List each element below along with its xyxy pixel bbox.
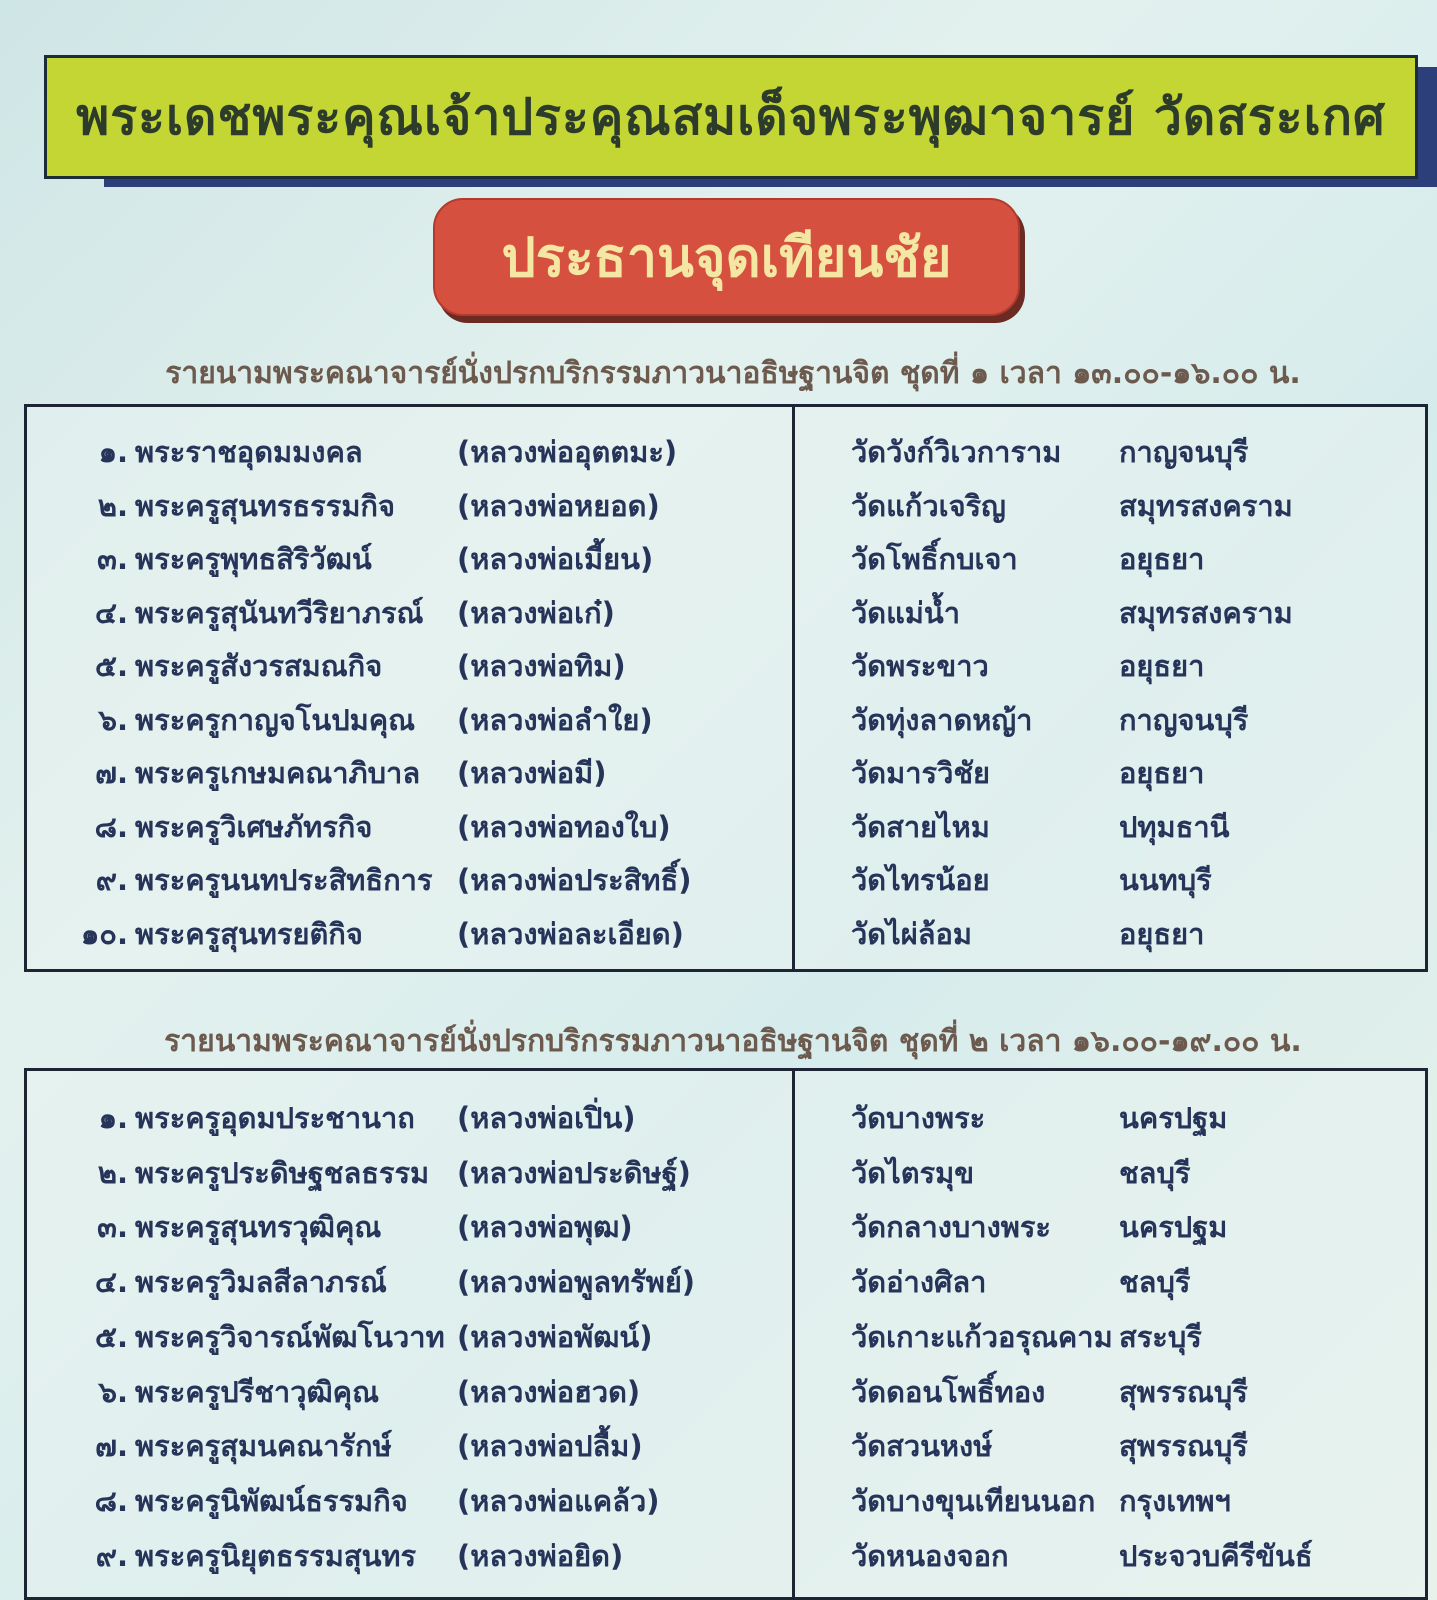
item-number: ๖.: [98, 703, 128, 737]
monk-nickname: (หลวงพ่อลำใย): [457, 703, 653, 737]
list-item: [27, 1256, 1425, 1308]
item-number: ๔.: [95, 596, 128, 630]
monk-title: พระครูสุนทรวุฒิคุณ: [135, 1210, 382, 1244]
list-item: [27, 801, 1425, 853]
province-name: นครปฐม: [1119, 1101, 1228, 1135]
temple-name: วัดหนองจอก: [851, 1539, 1009, 1573]
monk-title: พระครูนิยุตธรรมสุนทร: [135, 1539, 417, 1573]
list-item: [27, 587, 1425, 639]
monk-title: พระครูสุมนคณารักษ์: [135, 1429, 392, 1463]
item-number: ๖.: [98, 1375, 128, 1409]
monk-title: พระครูวิมลสีลาภรณ์: [135, 1265, 387, 1299]
province-name: อยุธยา: [1119, 756, 1205, 790]
list-item: [27, 1147, 1425, 1199]
monk-nickname: (หลวงพ่อประดิษฐ์): [457, 1156, 691, 1190]
item-number: ๓.: [97, 542, 128, 576]
monk-nickname: (หลวงพ่อเมี้ยน): [457, 542, 654, 576]
province-name: ชลบุรี: [1119, 1265, 1191, 1299]
section-2-heading: รายนามพระคณาจารย์นั่งปรกบริกรรมภาวนาอธิษฐานจิต ชุดที่ ๒ เวลา ๑๖.๐๐-๑๙.๐๐ น.: [164, 1024, 1302, 1059]
monk-nickname: (หลวงพ่ออุตตมะ): [457, 435, 678, 469]
title-banner: [44, 55, 1418, 179]
monk-title: พระครูอุดมประชานาถ: [135, 1101, 415, 1135]
item-number: ๗.: [95, 1429, 128, 1463]
monk-nickname: (หลวงพ่อเก๋): [457, 596, 615, 630]
temple-name: วัดโพธิ์กบเจา: [851, 542, 1018, 576]
monk-title: พระครูเกษมคณาภิบาล: [135, 756, 421, 790]
item-number: ๕.: [95, 649, 128, 683]
province-name: อยุธยา: [1119, 917, 1205, 951]
list-item: [27, 640, 1425, 692]
list-item: [27, 747, 1425, 799]
monk-title: พระครูสุนทรยติกิจ: [135, 917, 363, 951]
list-item: [27, 1420, 1425, 1472]
item-number: ๔.: [95, 1265, 128, 1299]
temple-name: วัดไทรน้อย: [851, 863, 990, 897]
temple-name: วัดบางพระ: [851, 1101, 986, 1135]
monk-nickname: (หลวงพ่อมี): [457, 756, 607, 790]
province-name: สมุทรสงคราม: [1119, 596, 1293, 630]
list-item: [27, 1201, 1425, 1253]
temple-name: วัดเกาะแก้วอรุณคาม: [851, 1320, 1113, 1354]
item-number: ๙.: [95, 1539, 128, 1573]
province-name: สมุทรสงคราม: [1119, 489, 1293, 523]
list-item: [27, 533, 1425, 585]
subtitle: ประธานจุดเทียนชัย: [501, 226, 952, 289]
monk-title: พระราชอุดมมงคล: [135, 435, 363, 469]
province-name: สุพรรณบุรี: [1119, 1429, 1248, 1463]
temple-name: วัดแม่น้ำ: [851, 596, 961, 630]
monk-title: พระครูปรีชาวุฒิคุณ: [135, 1375, 379, 1409]
monk-nickname: (หลวงพ่อพุฒ): [457, 1210, 633, 1244]
section-2-list: [24, 1068, 1428, 1600]
monk-title: พระครูสุนทรธรรมกิจ: [135, 489, 395, 523]
province-name: นนทบุรี: [1119, 863, 1212, 897]
monk-title: พระครูพุทธสิริวัฒน์: [135, 542, 372, 576]
item-number: ๑๐.: [80, 917, 128, 951]
temple-name: วัดแก้วเจริญ: [851, 489, 1006, 523]
section-1-heading: รายนามพระคณาจารย์นั่งปรกบริกรรมภาวนาอธิษฐานจิต ชุดที่ ๑ เวลา ๑๓.๐๐-๑๖.๐๐ น.: [165, 356, 1301, 391]
monk-nickname: (หลวงพ่อประสิทธิ์): [457, 863, 692, 897]
monk-nickname: (หลวงพ่อหยอด): [457, 489, 660, 523]
item-number: ๒.: [97, 489, 128, 523]
item-number: ๒.: [97, 1156, 128, 1190]
subtitle-badge: [433, 198, 1020, 316]
province-name: อยุธยา: [1119, 649, 1205, 683]
province-name: กรุงเทพฯ: [1119, 1484, 1231, 1518]
monk-title: พระครูวิจารณ์พัฒโนวาท: [135, 1320, 445, 1354]
province-name: กาญจนบุรี: [1119, 435, 1249, 469]
monk-title: พระครูกาญจโนปมคุณ: [135, 703, 416, 737]
item-number: ๑.: [98, 1101, 128, 1135]
list-item: [27, 426, 1425, 478]
monk-nickname: (หลวงพ่อทิม): [457, 649, 626, 683]
item-number: ๘.: [94, 810, 128, 844]
temple-name: วัดบางขุนเทียนนอก: [851, 1484, 1096, 1518]
item-number: ๑.: [98, 435, 128, 469]
temple-name: วัดสายไหม: [851, 810, 990, 844]
monk-nickname: (หลวงพ่อยิด): [457, 1539, 624, 1573]
province-name: อยุธยา: [1119, 542, 1205, 576]
temple-name: วัดดอนโพธิ์ทอง: [851, 1375, 1046, 1409]
list-item: [27, 1092, 1425, 1144]
province-name: นครปฐม: [1119, 1210, 1228, 1244]
item-number: ๙.: [95, 863, 128, 897]
section-1-list: [24, 404, 1428, 972]
monk-title: พระครูวิเศษภัทรกิจ: [135, 810, 373, 844]
temple-name: วัดพระขาว: [851, 649, 989, 683]
province-name: กาญจนบุรี: [1119, 703, 1249, 737]
item-number: ๕.: [95, 1320, 128, 1354]
monk-nickname: (หลวงพ่อพูลทรัพย์): [457, 1265, 696, 1299]
monk-title: พระครูนนทประสิทธิการ: [135, 863, 433, 897]
list-item: [27, 908, 1425, 960]
item-number: ๗.: [95, 756, 128, 790]
monk-nickname: (หลวงพ่อปลื้ม): [457, 1429, 643, 1463]
list-item: [27, 854, 1425, 906]
item-number: ๘.: [94, 1484, 128, 1518]
monk-nickname: (หลวงพ่อฮวด): [457, 1375, 641, 1409]
province-name: สุพรรณบุรี: [1119, 1375, 1248, 1409]
list-item: [27, 1475, 1425, 1527]
province-name: สระบุรี: [1119, 1320, 1202, 1354]
temple-name: วัดสวนหงษ์: [851, 1429, 993, 1463]
page-title: พระเดชพระคุณเจ้าประคุณสมเด็จพระพุฒาจารย์ วัดสระเกศ: [76, 87, 1386, 146]
monk-nickname: (หลวงพ่อพัฒน์): [457, 1320, 653, 1354]
temple-name: วัดไผ่ล้อม: [851, 917, 972, 951]
monk-title: พระครูประดิษฐชลธรรม: [135, 1156, 430, 1190]
item-number: ๓.: [97, 1210, 128, 1244]
monk-nickname: (หลวงพ่อละเอียด): [457, 917, 684, 951]
list-item: [27, 694, 1425, 746]
list-item: [27, 480, 1425, 532]
province-name: ประจวบคีรีขันธ์: [1119, 1539, 1313, 1573]
monk-nickname: (หลวงพ่อแคล้ว): [457, 1484, 660, 1518]
list-item: [27, 1530, 1425, 1582]
temple-name: วัดกลางบางพระ: [851, 1210, 1052, 1244]
temple-name: วัดทุ่งลาดหญ้า: [851, 703, 1033, 737]
monk-nickname: (หลวงพ่อทองใบ): [457, 810, 671, 844]
province-name: ชลบุรี: [1119, 1156, 1191, 1190]
temple-name: วัดมารวิชัย: [851, 756, 991, 790]
temple-name: วัดอ่างศิลา: [851, 1265, 987, 1299]
temple-name: วัดวังก์วิเวการาม: [851, 435, 1062, 469]
list-item: [27, 1366, 1425, 1418]
monk-title: พระครูสุนันทวีริยาภรณ์: [135, 596, 424, 630]
monk-title: พระครูนิพัฒน์ธรรมกิจ: [135, 1484, 408, 1518]
temple-name: วัดไตรมุข: [851, 1156, 975, 1190]
monk-nickname: (หลวงพ่อเปิ่น): [457, 1101, 636, 1135]
province-name: ปทุมธานี: [1119, 810, 1230, 844]
monk-title: พระครูสังวรสมณกิจ: [135, 649, 383, 683]
list-item: [27, 1311, 1425, 1363]
